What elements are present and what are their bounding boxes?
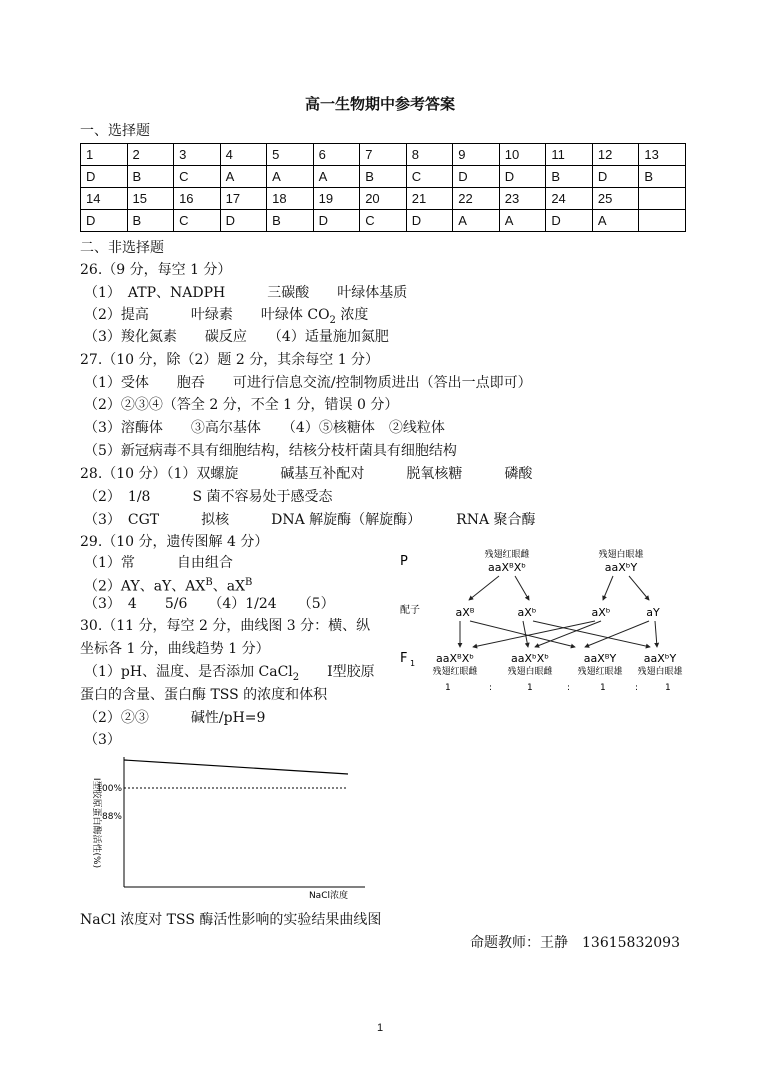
ratio-3: 1 [600,683,606,693]
answer-table-cell: A [313,166,360,188]
answer-table-cell: 10 [499,144,546,166]
q27-line2: （2）②③④（答全 2 分，不全 1 分，错误 0 分） [84,397,399,413]
answer-table-cell: C [406,166,453,188]
answer-table-cell: 23 [499,188,546,210]
ratio-sep-3: : [635,683,639,693]
answer-table-cell: B [639,166,686,188]
ratio-4: 1 [665,683,671,693]
q30-heading-cont: 坐标各 1 分，曲线趋势 1 分） [80,641,270,657]
answer-table-row [81,144,686,166]
answer-table-cell: 12 [592,144,639,166]
cross-line-2 [470,621,575,647]
answer-table-cell: 4 [220,144,267,166]
answer-table-cell: 19 [313,188,360,210]
answer-table-row [81,166,686,188]
answer-table-cell: B [546,166,593,188]
p1-phenotype: 残翅红眼雌 [484,550,530,560]
answer-table-cell: 22 [453,188,500,210]
answer-table-cell: C [174,210,221,232]
answer-table-cell: 24 [546,188,593,210]
answer-table-cell: D [313,210,360,232]
cross-line-8 [655,621,657,647]
q30-line1: （1）pH、温度、是否添加 CaCl$_2$ Ⅰ型胶原 [84,664,375,683]
offspring-4-genotype: aaXᵇY [643,652,677,665]
chart-caption: NaCl 浓度对 TSS 酶活性影响的实验结果曲线图 [80,912,382,928]
cross-line-5 [473,621,595,647]
q26-line3: （3）羧化氮素 碳反应 （4）适量施加氮肥 [84,329,389,345]
offspring-1-phenotype: 残翅红眼雌 [432,667,478,677]
ratio-2: 1 [527,683,533,693]
answer-table-cell: 9 [453,144,500,166]
answer-table-cell: 5 [267,144,314,166]
chart-series-solid-line [124,760,348,774]
answer-table-row [81,188,686,210]
offspring-4-phenotype: 残翅白眼雄 [637,667,683,677]
answer-table-cell: 2 [127,144,174,166]
q27-line1: （1）受体 胞吞 可进行信息交流/控制物质进出（答出一点即可） [84,375,532,391]
offspring-3-phenotype: 残翅红眼雄 [577,667,623,677]
answer-table-cell: B [360,166,407,188]
answer-table-cell: 25 [592,188,639,210]
answer-table-cell: A [220,166,267,188]
answer-table-cell: D [499,166,546,188]
answer-table-cell: 14 [81,188,128,210]
offspring-1-genotype: aaXᴮXᵇ [435,652,475,665]
gamete-1: aXᴮ [455,606,475,619]
q30-line1-cont: 蛋白的含量、蛋白酶 TSS 的浓度和体积 [80,687,328,703]
arrow-p2-g4 [629,576,649,600]
p2-phenotype: 残翅白眼雄 [598,550,644,560]
answer-table-cell: 18 [267,188,314,210]
section-nonchoice-heading: 二、非选择题 [80,240,164,256]
answer-table-cell: D [220,210,267,232]
q28-line2: （3） CGT 拟核 DNA 解旋酶（解旋酶） RNA 聚合酶 [84,512,536,528]
chart-xlabel: NaCl浓度 [308,891,348,901]
answer-table-cell: D [546,210,593,232]
answer-table-cell: A [453,210,500,232]
cross-gamete-label: 配子 [400,605,420,616]
q29-line2: （2）AY、aY、$AX^B$、$aX^B$ [84,577,253,595]
teacher-info: 命题教师：王静 13615832093 [470,935,680,951]
chart-ytick-88: 88% [101,812,122,822]
chart-ylabel: Ⅰ型胶原蛋白酶活性(%) [91,777,101,869]
answer-table-cell: D [453,166,500,188]
arrow-p1-g2 [515,576,529,600]
gamete-4: aY [646,606,660,619]
answer-table-cell: D [81,210,128,232]
answer-table-cell: A [267,166,314,188]
answer-table-cell: D [81,166,128,188]
gamete-3: aXᵇ [591,606,611,619]
ratio-sep-2: : [567,683,571,693]
answer-table-cell: 15 [127,188,174,210]
chart-ytick-100: 100% [96,784,122,794]
cross-f1-sub: 1 [410,659,416,668]
q29-heading: 29.（10 分，遗传图解 4 分） [80,534,269,550]
q27-line3: （3）溶酶体 ③高尔基体 （4）⑤核糖体 ②线粒体 [84,420,445,436]
ratio-1: 1 [445,683,451,693]
answer-table-cell: 16 [174,188,221,210]
q27-line4: （5）新冠病毒不具有细胞结构，结核分枝杆菌具有细胞结构 [84,443,457,459]
gamete-2: aXᵇ [517,606,537,619]
q30-line3: （3） [84,732,121,748]
q27-heading: 27.（10 分，除（2）题 2 分，其余每空 1 分） [80,352,380,368]
q28-line1: （2） 1/8 S 菌不容易处于感受态 [84,489,333,505]
q29-line3: （3） 4 5/6 （4）1/24 （5） [84,596,335,612]
answer-table-cell: 8 [406,144,453,166]
answer-table-cell: 1 [81,144,128,166]
answer-table-cell: A [499,210,546,232]
q29-line1: （1）常 自由组合 [84,555,233,571]
q26-heading: 26.（9 分，每空 1 分） [80,262,232,278]
answer-table-cell: 6 [313,144,360,166]
section-choice-heading: 一、选择题 [80,123,150,139]
cross-f1-label: F [400,651,408,666]
answer-table-cell: 13 [639,144,686,166]
answer-table-cell: 11 [546,144,593,166]
answer-table-cell: 7 [360,144,407,166]
nacl-activity-chart [80,755,370,905]
answer-table-cell: D [406,210,453,232]
offspring-2-genotype: aaXᵇXᵇ [511,652,549,665]
answer-table-cell: B [267,210,314,232]
answer-table-cell: 3 [174,144,221,166]
q30-line2: （2）②③ 碱性/pH=9 [84,710,266,726]
q28-heading: 28.（10 分）（1）双螺旋 碱基互补配对 脱氧核糖 磷酸 [80,466,533,482]
answer-table-cell: B [127,166,174,188]
answer-table-cell: 17 [220,188,267,210]
answer-table-cell: A [592,210,639,232]
answer-table-cell: C [174,166,221,188]
q26-line2: （2）提高 叶绿素 叶绿体 $CO_2$ 浓度 [84,307,369,326]
answer-table-cell [639,188,686,210]
genetic-cross-diagram [395,540,695,700]
cross-p-label: P [400,554,408,569]
answer-table-cell: 21 [406,188,453,210]
answer-table-row [81,210,686,232]
answer-table [80,143,686,232]
arrow-p1-g1 [469,576,499,600]
answer-table-cell: C [360,210,407,232]
answer-table-cell: D [592,166,639,188]
cross-line-7 [585,621,649,647]
page-title: 高一生物期中参考答案 [304,95,455,113]
q26-line1: （1） ATP、NADPH 三碳酸 叶绿体基质 [84,285,408,301]
answer-table-cell: 20 [360,188,407,210]
page-number: 1 [376,1022,384,1034]
q30-heading: 30.（11 分，每空 2 分，曲线图 3 分：横、纵 [80,618,371,634]
p1-genotype: aaXᴮXᵇ [487,561,527,574]
p2-genotype: aaXᵇY [604,561,638,574]
offspring-2-phenotype: 残翅白眼雌 [507,667,553,677]
arrow-p2-g3 [603,576,613,600]
ratio-sep-1: : [489,683,493,693]
answer-table-cell: B [127,210,174,232]
offspring-3-genotype: aaXᴮY [583,652,617,665]
answer-table-cell [639,210,686,232]
